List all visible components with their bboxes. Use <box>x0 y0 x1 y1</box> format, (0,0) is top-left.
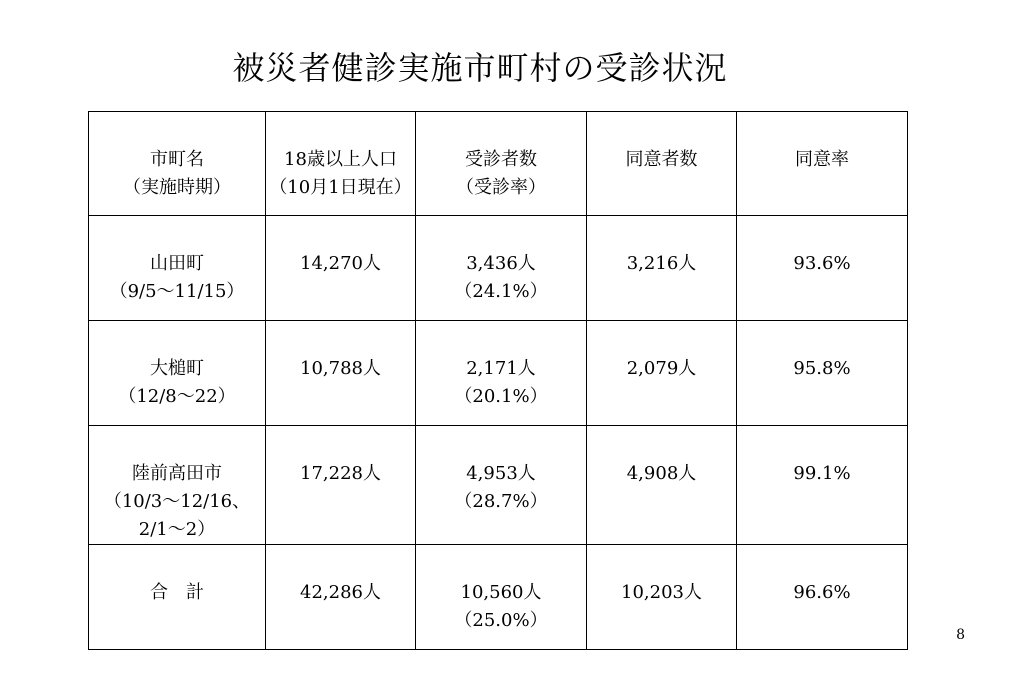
header-population-sub: （10月1日現在） <box>269 177 412 198</box>
examinees-count: 4,953人 <box>466 463 536 484</box>
cell-consenters <box>587 426 737 545</box>
cell-population <box>266 545 416 650</box>
header-consenters <box>587 112 737 216</box>
header-consent-rate <box>737 112 908 216</box>
cell-examinees <box>416 545 587 650</box>
cell-examinees <box>416 426 587 545</box>
examinees-count: 2,171人 <box>466 358 536 379</box>
municipality-period: （10/3～12/16、 <box>103 491 251 512</box>
examinees-rate: （25.0%） <box>454 610 548 631</box>
municipality-name: 大槌町 <box>150 358 204 379</box>
header-consenters-label: 同意者数 <box>625 149 698 170</box>
header-municipality-sub: （実施時期） <box>123 177 231 198</box>
header-examinees <box>416 112 587 216</box>
header-examinees-sub: （受診率） <box>456 177 546 198</box>
consent-rate-value: 99.1% <box>793 463 851 484</box>
header-population <box>266 112 416 216</box>
population-value: 17,228人 <box>300 463 381 484</box>
municipality-name: 山田町 <box>150 253 204 274</box>
municipality-period: （12/8～22） <box>118 386 236 407</box>
consenters-value: 4,908人 <box>626 463 697 484</box>
header-population-label: 18歳以上人口 <box>284 149 397 170</box>
table-header-row <box>89 112 908 216</box>
cell-examinees <box>416 216 587 321</box>
cell-consenters <box>587 545 737 650</box>
examinees-rate: （20.1%） <box>454 386 548 407</box>
total-label: 合 計 <box>150 582 204 603</box>
cell-population <box>266 426 416 545</box>
table-total-row <box>89 545 908 650</box>
municipality-period-cont: 2/1～2） <box>138 519 216 540</box>
table-row <box>89 216 908 321</box>
municipality-name: 陸前高田市 <box>132 463 222 484</box>
cell-population <box>266 321 416 426</box>
examinees-rate: （24.1%） <box>454 281 548 302</box>
cell-consenters <box>587 216 737 321</box>
table-row <box>89 321 908 426</box>
exam-status-table <box>88 111 908 650</box>
page-number: 8 <box>956 627 965 643</box>
population-value: 42,286人 <box>300 582 381 603</box>
table-row <box>89 426 908 545</box>
consenters-value: 2,079人 <box>626 358 697 379</box>
cell-consent-rate <box>737 426 908 545</box>
cell-consent-rate <box>737 545 908 650</box>
cell-municipality <box>89 216 266 321</box>
cell-population <box>266 216 416 321</box>
examinees-rate: （28.7%） <box>454 491 548 512</box>
header-examinees-label: 受診者数 <box>465 149 537 170</box>
cell-consenters <box>587 321 737 426</box>
header-municipality-label: 市町名 <box>150 149 204 170</box>
cell-municipality <box>89 426 266 545</box>
municipality-period: （9/5～11/15） <box>109 281 245 302</box>
cell-consent-rate <box>737 216 908 321</box>
population-value: 10,788人 <box>300 358 381 379</box>
consent-rate-value: 95.8% <box>793 358 851 379</box>
consent-rate-value: 93.6% <box>793 253 851 274</box>
cell-examinees <box>416 321 587 426</box>
consent-rate-value: 96.6% <box>793 582 851 603</box>
header-municipality <box>89 112 266 216</box>
examinees-count: 10,560人 <box>460 582 542 603</box>
consenters-value: 3,216人 <box>626 253 697 274</box>
cell-municipality <box>89 545 266 650</box>
cell-consent-rate <box>737 321 908 426</box>
header-consent-rate-label: 同意率 <box>795 149 849 170</box>
page-title: 被災者健診実施市町村の受診状況 <box>232 49 728 87</box>
population-value: 14,270人 <box>300 253 381 274</box>
cell-municipality <box>89 321 266 426</box>
examinees-count: 3,436人 <box>466 253 536 274</box>
consenters-value: 10,203人 <box>621 582 702 603</box>
